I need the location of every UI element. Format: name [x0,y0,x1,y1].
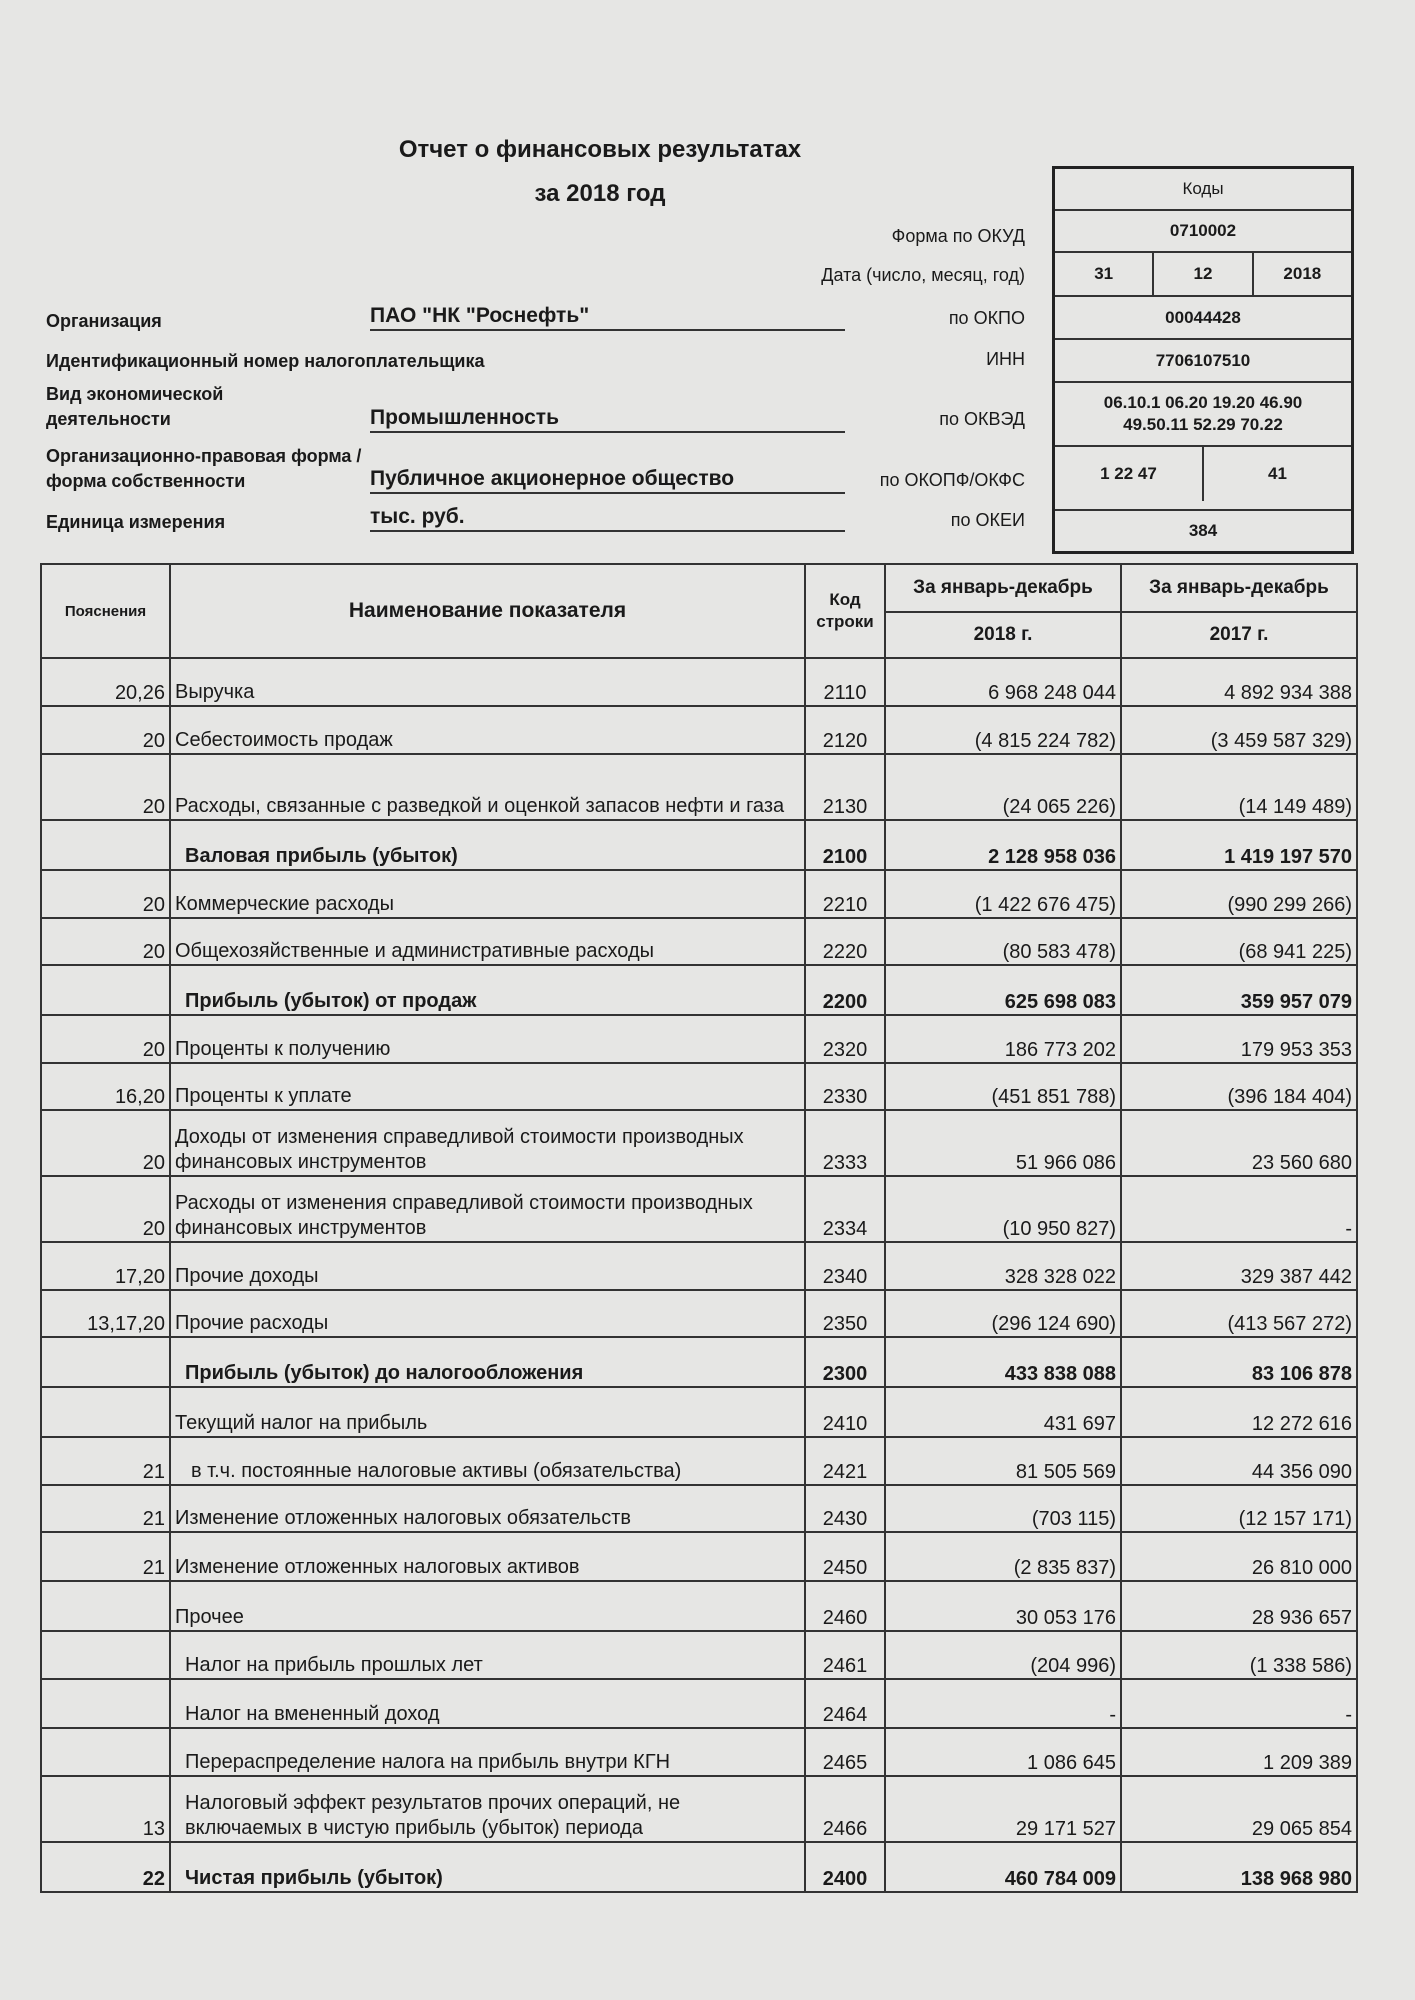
okopf-values [1055,447,1351,511]
row-value-2018: (10 950 827) [885,1176,1121,1242]
table-row [41,918,1357,965]
row-note [41,1728,170,1776]
row-note [41,1337,170,1387]
row-value-2017: 4 892 934 388 [1121,658,1357,706]
table-row [41,1631,1357,1679]
table-row [41,965,1357,1015]
row-name: Налог на вмененный доход [170,1679,805,1728]
org-value: ПАО "НК "Роснефть" [370,304,845,331]
row-name: Коммерческие расходы [170,870,805,918]
row-value-2017: 329 387 442 [1121,1242,1357,1290]
table-row [41,754,1357,820]
row-value-2018: 51 966 086 [885,1110,1121,1176]
table-row [41,1176,1357,1242]
row-code: 2421 [805,1437,885,1485]
row-note: 20 [41,1176,170,1242]
row-value-2018: (703 115) [885,1485,1121,1532]
table-row [41,1485,1357,1532]
row-code: 2110 [805,658,885,706]
row-note [41,1631,170,1679]
row-value-2017: 28 936 657 [1121,1581,1357,1631]
okud-value: 0710002 [1055,211,1351,253]
financial-results-table [40,563,1358,1893]
row-note [41,820,170,870]
row-code: 2466 [805,1776,885,1842]
row-value-2017: 138 968 980 [1121,1842,1357,1892]
row-name: Себестоимость продаж [170,706,805,754]
row-value-2017: 1 419 197 570 [1121,820,1357,870]
row-value-2017: (3 459 587 329) [1121,706,1357,754]
row-value-2018: 460 784 009 [885,1842,1121,1892]
org-label: Организация [46,311,162,331]
row-note: 21 [41,1532,170,1581]
row-code: 2300 [805,1337,885,1387]
okpo-label: по ОКПО [948,308,1025,328]
row-name: Доходы от изменения справедливой стоимости производных финансовых инструментов [170,1110,805,1176]
row-note [41,965,170,1015]
row-name: Текущий налог на прибыль [170,1387,805,1437]
row-code: 2333 [805,1110,885,1176]
row-value-2018: - [885,1679,1121,1728]
col-name-header: Наименование показателя [170,564,805,658]
row-value-2017: 359 957 079 [1121,965,1357,1015]
row-name: Расходы от изменения справедливой стоимости производных финансовых инструментов [170,1176,805,1242]
row-value-2017: 1 209 389 [1121,1728,1357,1776]
row-value-2017: 44 356 090 [1121,1437,1357,1485]
date-year: 2018 [1252,253,1351,295]
row-value-2018: (1 422 676 475) [885,870,1121,918]
row-value-2018: 6 968 248 044 [885,658,1121,706]
col-year-2017-header: 2017 г. [1121,612,1357,658]
row-value-2018: 30 053 176 [885,1581,1121,1631]
row-note: 20 [41,870,170,918]
inn-label: Идентификационный номер налогоплательщика [46,351,485,371]
table-row [41,1679,1357,1728]
activity-value: Промышленность [370,406,845,433]
table-row [41,706,1357,754]
row-name: Перераспределение налога на прибыль внутри КГН [170,1728,805,1776]
table-row [41,1437,1357,1485]
inn-value: 7706107510 [1055,340,1351,383]
row-note [41,1679,170,1728]
table-row [41,1110,1357,1176]
row-value-2017: (12 157 171) [1121,1485,1357,1532]
row-value-2017: (396 184 404) [1121,1063,1357,1110]
row-name: Налог на прибыль прошлых лет [170,1631,805,1679]
row-note: 20 [41,754,170,820]
okei-value: 384 [1188,521,1218,540]
unit-label: Единица измерения [46,512,226,532]
row-name: Прочее [170,1581,805,1631]
row-code: 2430 [805,1485,885,1532]
row-note: 20,26 [41,658,170,706]
row-note: 16,20 [41,1063,170,1110]
row-code: 2460 [805,1581,885,1631]
row-note: 21 [41,1485,170,1532]
row-value-2017: (990 299 266) [1121,870,1357,918]
form-value: Публичное акционерное общество [370,467,845,494]
row-value-2018: 1 086 645 [885,1728,1121,1776]
table-row [41,1290,1357,1337]
col-year-2018-header: 2018 г. [885,612,1121,658]
table-row [41,1015,1357,1063]
row-value-2018: 186 773 202 [885,1015,1121,1063]
row-note: 13,17,20 [41,1290,170,1337]
row-value-2018: 2 128 958 036 [885,820,1121,870]
row-code: 2465 [805,1728,885,1776]
row-value-2017: (68 941 225) [1121,918,1357,965]
table-row [41,1776,1357,1842]
row-code: 2220 [805,918,885,965]
row-name: Налоговый эффект результатов прочих операций, не включаемых в чистую прибыль (убыток) периода [170,1776,805,1842]
row-note: 20 [41,1110,170,1176]
row-value-2017: 26 810 000 [1121,1532,1357,1581]
row-value-2017: 29 065 854 [1121,1776,1357,1842]
row-code: 2100 [805,820,885,870]
row-code: 2330 [805,1063,885,1110]
row-name: Проценты к получению [170,1015,805,1063]
inn-code-label: ИНН [986,349,1025,369]
row-code: 2120 [805,706,885,754]
row-code: 2400 [805,1842,885,1892]
row-note: 17,20 [41,1242,170,1290]
row-value-2017: 83 106 878 [1121,1337,1357,1387]
col-period-2018-header: За январь-декабрь [885,564,1121,612]
table-row [41,1337,1357,1387]
row-name: Изменение отложенных налоговых активов [170,1532,805,1581]
row-value-2018: (296 124 690) [885,1290,1121,1337]
date-day: 31 [1094,264,1114,283]
okud-label: Форма по ОКУД [891,226,1025,246]
row-value-2018: (204 996) [885,1631,1121,1679]
row-note [41,1387,170,1437]
row-name: Прочие расходы [170,1290,805,1337]
row-name: Проценты к уплате [170,1063,805,1110]
row-value-2018: 431 697 [885,1387,1121,1437]
row-name: Валовая прибыль (убыток) [170,820,805,870]
activity-label: Вид экономической деятельности [46,384,224,430]
row-name: Прочие доходы [170,1242,805,1290]
okpo-value: 00044428 [1055,297,1351,340]
table-row [41,1242,1357,1290]
row-value-2018: 625 698 083 [885,965,1121,1015]
row-code: 2450 [805,1532,885,1581]
form-label: Организационно-правовая форма / форма собственности [46,446,362,492]
row-value-2017: - [1121,1679,1357,1728]
row-code: 2320 [805,1015,885,1063]
row-code: 2210 [805,870,885,918]
row-code: 2461 [805,1631,885,1679]
row-value-2018: 328 328 022 [885,1242,1121,1290]
row-name: в т.ч. постоянные налоговые активы (обязательства) [170,1437,805,1485]
row-code: 2350 [805,1290,885,1337]
okved-value: 06.10.1 06.20 19.20 46.90 49.50.11 52.29 70.22 [1055,383,1351,447]
table-row [41,658,1357,706]
table-row [41,1387,1357,1437]
okopf-label: по ОКОПФ/ОКФС [879,470,1025,490]
date-month: 12 [1152,253,1251,295]
row-code: 2200 [805,965,885,1015]
row-value-2018: (2 835 837) [885,1532,1121,1581]
row-note: 20 [41,918,170,965]
row-note: 21 [41,1437,170,1485]
col-notes-header: Пояснения [41,564,170,658]
row-note: 22 [41,1842,170,1892]
row-value-2018: 433 838 088 [885,1337,1121,1387]
okei-label: по ОКЕИ [950,510,1025,530]
page-title: Отчет о финансовых результатах [398,136,802,163]
row-name: Чистая прибыль (убыток) [170,1842,805,1892]
row-value-2018: (24 065 226) [885,754,1121,820]
row-code: 2334 [805,1176,885,1242]
okopf-value: 1 22 47 [1100,464,1157,483]
date-label: Дата (число, месяц, год) [821,265,1025,285]
col-period-2017-header: За январь-декабрь [1121,564,1357,612]
row-value-2018: (4 815 224 782) [885,706,1121,754]
row-value-2017: 23 560 680 [1121,1110,1357,1176]
row-value-2018: 81 505 569 [885,1437,1121,1485]
row-name: Общехозяйственные и административные расходы [170,918,805,965]
row-note: 20 [41,1015,170,1063]
row-value-2017: - [1121,1176,1357,1242]
row-value-2018: (451 851 788) [885,1063,1121,1110]
row-note: 20 [41,706,170,754]
table-row [41,820,1357,870]
col-code-header: Код строки [805,564,885,658]
row-value-2018: 29 171 527 [885,1776,1121,1842]
codes-box [1052,166,1354,554]
page-subtitle: за 2018 год [534,180,666,207]
table-row [41,870,1357,918]
table-row [41,1063,1357,1110]
row-name: Прибыль (убыток) от продаж [170,965,805,1015]
okfs-value: 41 [1202,447,1351,501]
row-value-2017: (14 149 489) [1121,754,1357,820]
row-code: 2130 [805,754,885,820]
row-value-2017: 12 272 616 [1121,1387,1357,1437]
table-row [41,1581,1357,1631]
row-value-2017: (413 567 272) [1121,1290,1357,1337]
row-note [41,1581,170,1631]
codes-caption: Коды [1055,169,1351,211]
row-code: 2340 [805,1242,885,1290]
date-values [1055,253,1351,297]
row-note: 13 [41,1776,170,1842]
table-row [41,1532,1357,1581]
row-name: Выручка [170,658,805,706]
table-row [41,1842,1357,1892]
row-name: Расходы, связанные с разведкой и оценкой запасов нефти и газа [170,754,805,820]
okved-label: по ОКВЭД [939,409,1025,429]
row-value-2017: 179 953 353 [1121,1015,1357,1063]
unit-value: тыс. руб. [370,505,845,532]
row-value-2018: (80 583 478) [885,918,1121,965]
row-value-2017: (1 338 586) [1121,1631,1357,1679]
row-name: Изменение отложенных налоговых обязательств [170,1485,805,1532]
row-code: 2410 [805,1387,885,1437]
row-name: Прибыль (убыток) до налогообложения [170,1337,805,1387]
table-row [41,1728,1357,1776]
row-code: 2464 [805,1679,885,1728]
